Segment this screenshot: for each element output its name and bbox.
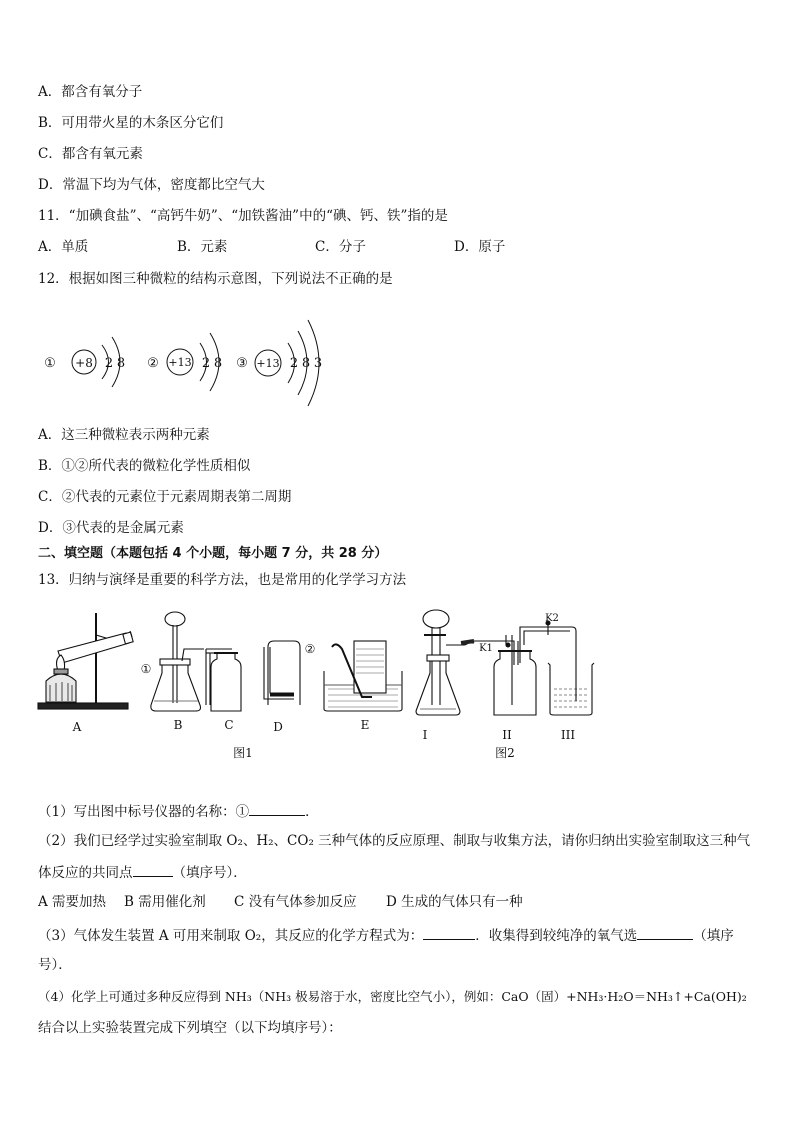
q12-option-c: C．②代表的元素位于元素周期表第二周期 [38,489,292,505]
fig1-label-a: A [72,720,82,734]
apparatus-e [324,641,402,711]
particle-3-shell-2: 8 [301,356,311,371]
q11-option-d: D．原子 [454,239,506,255]
particle-2-charge: +13 [168,356,192,369]
atomic-structure-diagram [40,315,340,410]
q13-part-3-blank-2[interactable] [637,925,693,940]
q12-stem: 12．根据如图三种微粒的结构示意图，下列说法不正确的是 [38,271,393,287]
q10-option-b: B．可用带火星的木条区分它们 [38,115,224,131]
q13-stem: 13．归纳与演绎是重要的科学方法，也是常用的化学学习方法 [38,572,407,588]
particle-3-shell-3: 3 [313,356,323,371]
marker-1: ① [140,662,152,676]
q13-part-3-hint: （填序 [693,928,734,944]
particle-1-shell-2: 8 [116,356,126,371]
particle-2-marker: ② [147,356,159,371]
q12-option-b: B．①②所代表的微粒化学性质相似 [38,458,251,474]
q13-part-4-line-2: 结合以上实验装置完成下列填空（以下均填序号）： [38,1020,342,1036]
q13-part-3-line-1 [38,925,734,945]
q13-part-2-line-1: （2）我们已经学过实验室制取 O₂、H₂、CO₂ 三种气体的反应原理、制取与收集方法，请你归纳出实验室制取这三种气 [38,833,751,849]
q13-part-1-end: ． [305,804,319,820]
q13-part-2-option-a: A 需要加热 [38,894,107,910]
fig1-caption: 图1 [233,746,253,760]
q12-option-a: A．这三种微粒表示两种元素 [38,427,210,443]
q13-part-1-prompt: （1）写出图中标号仪器的名称：① [38,804,250,820]
particle-1-marker: ① [44,356,56,371]
lab-apparatus-figure [36,605,606,765]
q13-part-2-hint: （填序号）． [172,865,247,881]
particle-1-shell-1: 2 [104,356,114,371]
q13-part-1 [38,801,319,821]
q13-part-2-option-c: C 没有气体参加反应 [234,894,357,910]
particle-2-shell-1: 2 [201,356,211,371]
q10-option-d: D．常温下均为气体，密度都比空气大 [38,177,265,193]
marker-2: ② [304,642,316,656]
q11-option-b: B．元素 [177,239,228,255]
q12-option-d: D．③代表的是金属元素 [38,520,184,536]
apparatus-a [38,613,133,709]
apparatus-i [416,610,518,715]
q13-part-2-line-2 [38,862,247,882]
particle-3-charge: +13 [256,357,280,370]
fig2-label-iii: III [560,728,576,742]
particle-3-shell-1: 2 [289,356,299,371]
q13-part-2-blank[interactable] [133,862,173,877]
q13-part-3-mid: ．收集得到较纯净的氧气选 [475,928,638,944]
fig1-label-b: B [173,718,183,732]
q13-part-1-blank[interactable] [249,801,305,816]
q13-part-2-prompt: 体反应的共同点 [38,865,133,881]
q13-part-2-option-b: B 需用催化剂 [124,894,206,910]
q13-part-3-blank-1[interactable] [423,925,475,940]
fig2-caption: 图2 [495,746,515,760]
apparatus-c [206,649,241,711]
fig2-label-ii: II [502,728,512,742]
section-2-title: 二、填空题（本题包括 4 个小题，每小题 7 分，共 28 分） [38,546,388,561]
q11-option-c: C．分子 [315,239,366,255]
q11-option-a: A．单质 [38,239,89,255]
apparatus-iii [546,621,594,715]
particle-2-shell-2: 8 [213,356,223,371]
apparatus-d [264,641,300,705]
q10-option-c: C．都含有氧元素 [38,146,143,162]
q13-part-4-line-1: （4）化学上可通过多种反应得到 NH₃（NH₃ 极易溶于水，密度比空气小），例如：CaO（固）+NH₃·H₂O＝NH₃↑+Ca(OH)₂ [38,989,747,1004]
particle-1-charge: +8 [75,356,93,370]
fig1-label-c: C [224,718,234,732]
fig2-label-i: I [422,728,428,742]
q10-option-a: A．都含有氧分子 [38,84,143,100]
q13-part-3-prompt: （3）气体发生装置 A 可用来制取 O₂，其反应的化学方程式为： [38,928,424,944]
valve-k2-label: K2 [545,613,559,624]
particle-3-marker: ③ [236,356,248,371]
q13-part-3-line-2: 号）． [38,957,72,973]
q13-part-2-option-d: D 生成的气体只有一种 [386,894,523,910]
fig1-label-e: E [360,718,370,732]
valve-k1-label: K1 [479,643,493,654]
q11-stem: 11．“加碘食盐”、“高钙牛奶”、“加铁酱油”中的“碘、钙、铁”指的是 [38,208,448,224]
apparatus-b [151,612,204,711]
apparatus-ii [494,627,570,715]
fig1-label-d: D [273,720,283,734]
